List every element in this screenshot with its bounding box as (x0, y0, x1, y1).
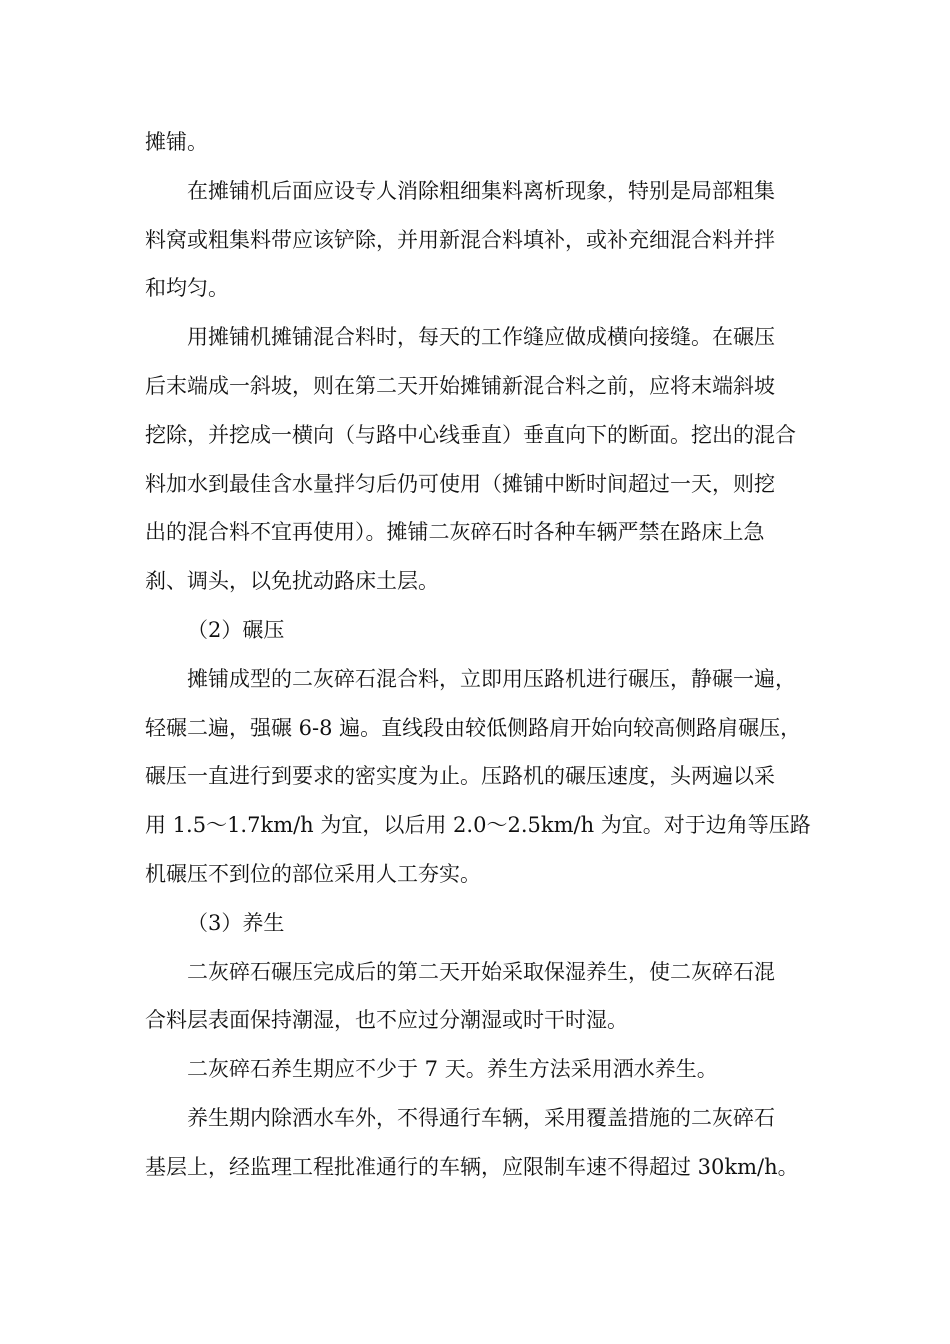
text-line: 出的混合料不宜再使用）。摊铺二灰碎石时各种车辆严禁在路床上急 (145, 520, 765, 545)
text-line: 合料层表面保持潮湿，也不应过分潮湿或时干时湿。 (145, 1008, 628, 1033)
text-line: 摊铺成型的二灰碎石混合料，立即用压路机进行碾压，静碾一遍， (187, 666, 796, 691)
text-line: 用 1.5～1.7km/h 为宜，以后用 2.0～2.5km/h 为宜。对于边角等压路 (145, 813, 811, 838)
text-line: 挖除，并挖成一横向（与路中心线垂直）垂直向下的断面。挖出的混合 (145, 422, 796, 447)
text-line: 机碾压不到位的部位采用人工夯实。 (145, 861, 481, 886)
text-line: 养生期内除洒水车外，不得通行车辆，采用覆盖措施的二灰碎石 (187, 1105, 775, 1130)
text-line: 在摊铺机后面应设专人消除粗细集料离析现象，特别是局部粗集 (187, 178, 775, 203)
text-line: 后末端成一斜坡，则在第二天开始摊铺新混合料之前，应将末端斜坡 (145, 373, 775, 398)
document-body (145, 118, 810, 1192)
text-line: 轻碾二遍，强碾 6-8 遍。直线段由较低侧路肩开始向较高侧路肩碾压， (145, 715, 802, 740)
text-line: 和均匀。 (145, 276, 229, 301)
text-line: 二灰碎石养生期应不少于 7 天。养生方法采用洒水养生。 (187, 1057, 718, 1082)
text-line: 二灰碎石碾压完成后的第二天开始采取保湿养生，使二灰碎石混 (187, 959, 775, 984)
text-line: 料加水到最佳含水量拌匀后仍可使用（摊铺中断时间超过一天，则挖 (145, 471, 775, 496)
text-line: 用摊铺机摊铺混合料时，每天的工作缝应做成横向接缝。在碾压 (187, 325, 775, 350)
text-line: 刹、调头，以免扰动路床土层。 (145, 569, 439, 594)
text-line: 料窝或粗集料带应该铲除，并用新混合料填补，或补充细混合料并拌 (145, 227, 775, 252)
text-line: 基层上，经监理工程批准通行的车辆，应限制车速不得超过 30km/h。 (145, 1154, 799, 1179)
section-heading: （3）养生 (187, 910, 285, 935)
section-heading: （2）碾压 (187, 617, 285, 642)
text-line: 摊铺。 (145, 130, 208, 154)
text-line: 碾压一直进行到要求的密实度为止。压路机的碾压速度，头两遍以采 (145, 764, 775, 789)
